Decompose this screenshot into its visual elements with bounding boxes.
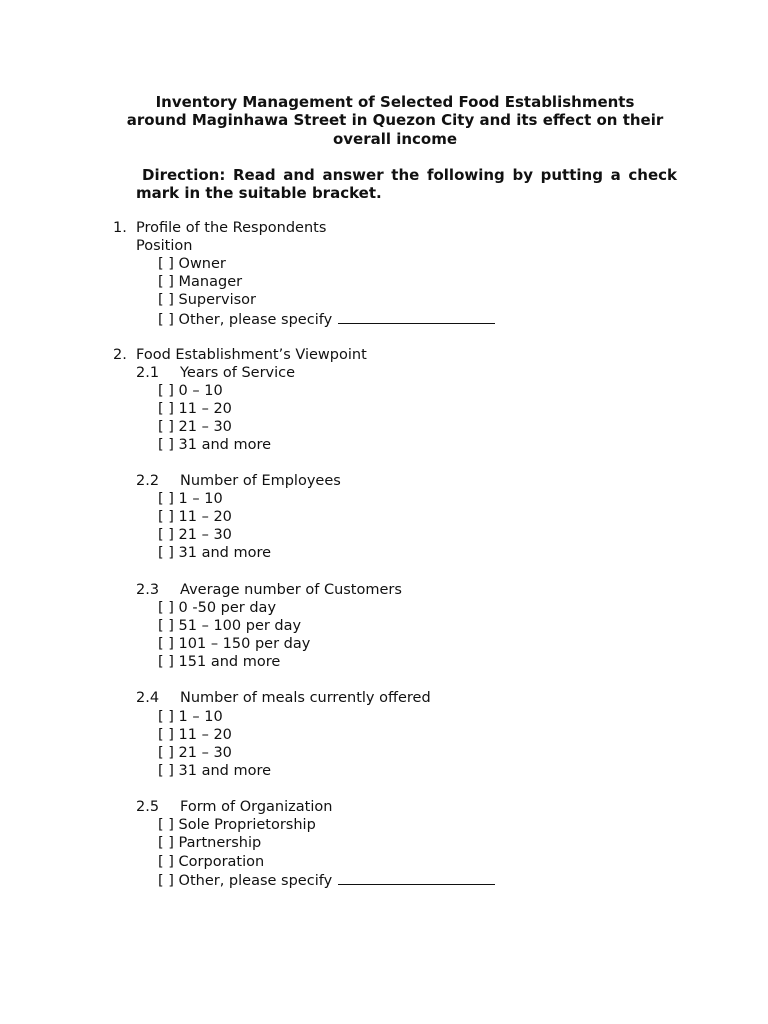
section-2-heading: Food Establishment’s Viewpoint xyxy=(136,347,367,363)
item-number: 2.4 xyxy=(136,690,160,706)
checkbox-option[interactable]: [ ] 21 – 30 xyxy=(158,527,232,543)
checkbox-option[interactable]: [ ] 51 – 100 per day xyxy=(158,618,302,634)
checkbox-option[interactable]: [ ] Sole Proprietorship xyxy=(158,817,316,833)
item-number: 2.2 xyxy=(136,473,160,489)
option-other-label: [ ] Other, please specify xyxy=(158,312,333,328)
item-number: 2.1 xyxy=(136,365,160,381)
checkbox-option[interactable]: [ ] 11 – 20 xyxy=(158,401,232,417)
title-line-1: Inventory Management of Selected Food Establishments xyxy=(155,93,635,111)
item-number: 2.3 xyxy=(136,582,160,598)
checkbox-option[interactable]: [ ] 0 – 10 xyxy=(158,383,223,399)
checkbox-option[interactable]: [ ] 101 – 150 per day xyxy=(158,636,311,652)
option-other-organization[interactable] xyxy=(158,871,495,890)
item-label: Form of Organization xyxy=(180,799,333,815)
directions xyxy=(136,166,677,203)
checkbox-option[interactable]: [ ] 0 -50 per day xyxy=(158,600,277,616)
checkbox-option[interactable]: [ ] 31 and more xyxy=(158,437,272,453)
checkbox-option[interactable]: [ ] 1 – 10 xyxy=(158,709,223,725)
section-1-number: 1. xyxy=(113,220,127,236)
checkbox-option[interactable]: [ ] Partnership xyxy=(158,835,262,851)
direction-line-2: mark in the suitable bracket. xyxy=(136,184,382,203)
direction-line-1: Direction: Read and answer the following by putting a check xyxy=(142,166,677,184)
option-supervisor[interactable]: [ ] Supervisor xyxy=(158,292,257,308)
item-label: Number of meals currently offered xyxy=(180,690,431,706)
option-owner[interactable]: [ ] Owner xyxy=(158,256,226,272)
document-title xyxy=(110,93,680,148)
item-label: Average number of Customers xyxy=(180,582,402,598)
checkbox-option[interactable]: [ ] 11 – 20 xyxy=(158,509,232,525)
specify-blank-line[interactable] xyxy=(338,310,495,324)
item-label: Number of Employees xyxy=(180,473,341,489)
checkbox-option[interactable]: [ ] 1 – 10 xyxy=(158,491,223,507)
item-number: 2.5 xyxy=(136,799,160,815)
option-manager[interactable]: [ ] Manager xyxy=(158,274,243,290)
specify-blank-line[interactable] xyxy=(338,871,495,885)
section-2-number: 2. xyxy=(113,347,127,363)
checkbox-option[interactable]: [ ] 21 – 30 xyxy=(158,745,232,761)
section-1-heading: Profile of the Respondents xyxy=(136,220,327,236)
checkbox-option[interactable]: [ ] 21 – 30 xyxy=(158,419,232,435)
position-subheading: Position xyxy=(136,238,193,254)
checkbox-option[interactable]: [ ] 31 and more xyxy=(158,763,272,779)
option-other-label: [ ] Other, please specify xyxy=(158,873,333,889)
title-line-3: overall income xyxy=(332,129,458,148)
title-line-2: around Maginhawa Street in Quezon City and its effect on their xyxy=(126,111,664,130)
checkbox-option[interactable]: [ ] 31 and more xyxy=(158,545,272,561)
option-other-position[interactable] xyxy=(158,310,495,329)
checkbox-option[interactable]: [ ] 11 – 20 xyxy=(158,727,232,743)
checkbox-option[interactable]: [ ] 151 and more xyxy=(158,654,281,670)
item-label: Years of Service xyxy=(180,365,296,381)
checkbox-option[interactable]: [ ] Corporation xyxy=(158,854,265,870)
